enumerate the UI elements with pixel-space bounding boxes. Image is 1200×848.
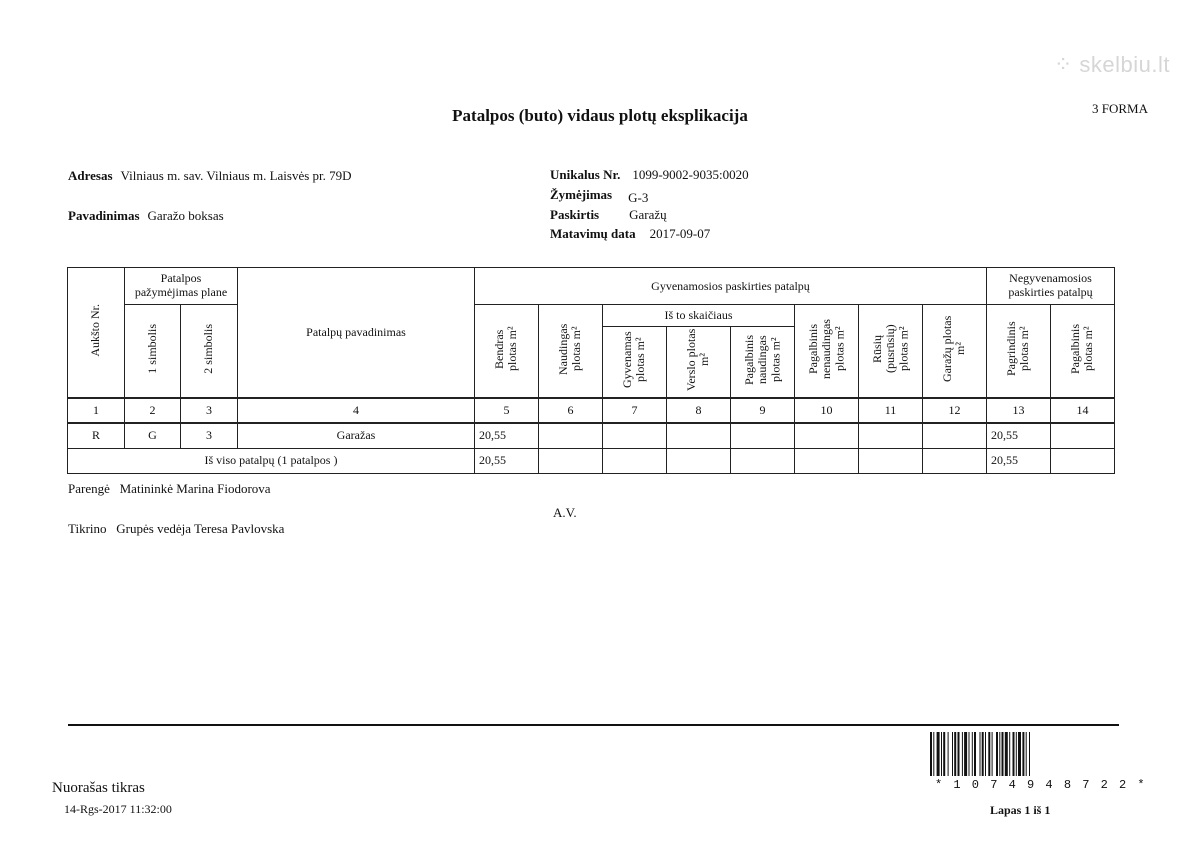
barcode-bar [1016,732,1017,776]
purpose-value: Garažų [629,207,667,222]
barcode-bar [980,732,981,776]
purpose-line [550,206,667,224]
total-cell [667,448,731,473]
barcode-bar [1002,732,1004,776]
unique-line [550,166,749,184]
total-cell [1051,448,1115,473]
footer-divider [68,724,1119,726]
column-numbers-row [68,398,1115,423]
total-cell [603,448,667,473]
prepared-label: Parengė [68,481,110,496]
barcode-bar [969,732,970,776]
date-value: 2017-09-07 [649,226,711,241]
name-value: Garažo boksas [147,208,224,223]
barcode-bar [1005,732,1008,776]
document-title: Patalpos (buto) vidaus plotų eksplikacija [452,106,748,125]
header-floor: Aukšto Nr. [68,268,125,399]
checked-line [68,521,284,537]
header-total-area: Bendras plotas m² [475,305,539,399]
total-row [68,448,1115,473]
header-main-area: Pagrindinis plotas m² [987,305,1051,399]
column-number: 2 [125,398,181,423]
header-aux-area: Pagalbinis plotas m² [1051,305,1115,399]
barcode-bar [972,732,973,776]
header-sym2: 2 simbolis [181,305,238,399]
marking-value: G-3 [628,190,649,205]
page-counter: Lapas 1 iš 1 [990,803,1051,817]
header-living-area: Gyvenamas plotas m² [603,327,667,399]
barcode-text: * 1 0 7 4 9 4 8 7 2 2 * [935,778,1147,792]
total-label: Iš viso patalpų (1 patalpos ) [68,448,475,473]
watermark-logo: ⁘ skelbiu.lt [1053,52,1170,77]
barcode-bar [974,732,976,776]
header-garage: Garažų plotas m² [923,305,987,399]
column-number: 6 [539,398,603,423]
header-cellar: Rūsių (pusrūsių) plotas m² [859,305,923,399]
table-cell [795,423,859,448]
barcode-bar [964,732,967,776]
barcode-bar [937,732,940,776]
header-marking: Patalpos pažymėjimas plane [125,268,238,305]
table-cell: Garažas [238,423,475,448]
barcode-bar [1029,732,1030,776]
header-aux-useful: Pagalbinis naudingas plotas m² [731,327,795,399]
table-cell: R [68,423,125,448]
barcode-bar [1009,732,1010,776]
total-cell [795,448,859,473]
header-useful-area: Naudingas plotas m² [539,305,603,399]
explication-table [67,267,1115,474]
barcode-bar [1013,732,1015,776]
table-cell [923,423,987,448]
table-cell: 3 [181,423,238,448]
table-cell [667,423,731,448]
date-line [550,225,710,243]
column-number: 5 [475,398,539,423]
total-cell [923,448,987,473]
column-number: 11 [859,398,923,423]
barcode-bar [962,732,963,776]
certified-copy-label: Nuorašas tikras [52,780,145,796]
header-of-which: Iš to skaičiaus [603,305,795,327]
table-cell [603,423,667,448]
barcode-bar [941,732,942,776]
column-number: 8 [667,398,731,423]
barcode-bar [933,732,934,776]
column-number: 1 [68,398,125,423]
barcode-bar [1022,732,1024,776]
header-aux-nonuseful: Pagalbinis nenaudingas plotas m² [795,305,859,399]
timestamp: 14-Rgs-2017 11:32:00 [64,802,172,816]
barcode-bar [954,732,956,776]
column-number: 13 [987,398,1051,423]
name-line [68,207,224,225]
barcode-bar [999,732,1000,776]
unique-label: Unikalus Nr. [550,167,621,182]
barcode-bar [982,732,984,776]
total-cell: 20,55 [475,448,539,473]
table-cell [731,423,795,448]
header-business-area: Verslo plotas m² [667,327,731,399]
address-label: Adresas [68,168,113,183]
unique-value: 1099-9002-9035:0020 [632,167,749,182]
table-cell [539,423,603,448]
total-cell: 20,55 [987,448,1051,473]
table-cell [859,423,923,448]
barcode-image [930,732,1112,776]
barcode-bar [943,732,945,776]
column-number: 14 [1051,398,1115,423]
barcode-bar [985,732,986,776]
address-value: Vilniaus m. sav. Vilniaus m. Laisvės pr. 79D [120,168,352,183]
address-line [68,167,352,185]
column-number: 9 [731,398,795,423]
barcode-bar [958,732,960,776]
table-cell: G [125,423,181,448]
marking-label: Žymėjimas [550,187,613,202]
barcode-bar [1018,732,1021,776]
total-cell [859,448,923,473]
barcode-bar [988,732,990,776]
barcode-bar [996,732,998,776]
header-sym1: 1 simbolis [125,305,181,399]
total-cell [539,448,603,473]
date-label: Matavimų data [550,226,636,241]
barcode-bar [948,732,949,776]
checked-value: Grupės vedėja Teresa Pavlovska [116,521,285,536]
barcode-bar [992,732,993,776]
table-row [68,423,1115,448]
av-label: A.V. [553,505,577,520]
purpose-label: Paskirtis [550,207,600,222]
header-room-name: Patalpų pavadinimas [238,268,475,399]
barcode-bar [952,732,953,776]
header-residential: Gyvenamosios paskirties patalpų [475,268,987,305]
checked-label: Tikrino [68,521,107,536]
column-number: 12 [923,398,987,423]
barcode-bar [1026,732,1027,776]
table-cell [1051,423,1115,448]
form-label: 3 FORMA [1092,101,1148,116]
barcode-bar [930,732,932,776]
marking-line [550,186,648,204]
column-number: 10 [795,398,859,423]
column-number: 7 [603,398,667,423]
prepared-line [68,481,271,497]
table-cell: 20,55 [987,423,1051,448]
column-number: 3 [181,398,238,423]
column-number: 4 [238,398,475,423]
total-cell [731,448,795,473]
table-cell: 20,55 [475,423,539,448]
header-nonresidential: Negyvenamosios paskirties patalpų [987,268,1115,305]
name-label: Pavadinimas [68,208,140,223]
prepared-value: Matininkė Marina Fiodorova [119,481,271,496]
